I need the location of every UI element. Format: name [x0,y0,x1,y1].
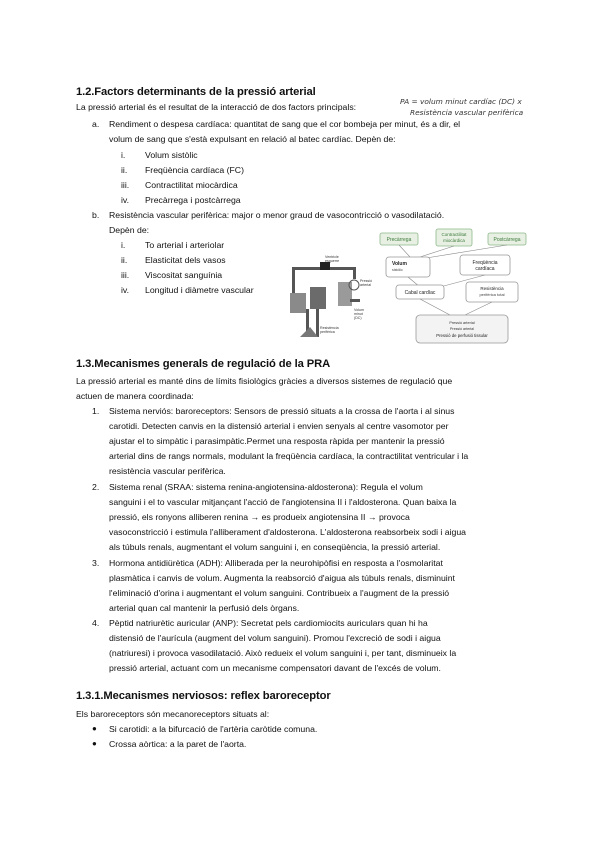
mechanism-line: Sistema nerviós: baroreceptors: Sensors de pressió situats a la crossa de l'aorta i al sinus [109,406,455,416]
box-stroke-volume: Volum [392,261,407,267]
mechanism-marker: 3. [92,558,100,568]
item-a-line2: volum de sang que s'està expulsant en relació al batec cardíac. Depèn de: [109,134,396,144]
bullet-item: Si carotidi: a la bifurcació de l'artèria caròtide comuna. [109,724,318,734]
mechanism-line: Sistema renal (SRAA: sistema renina-angiotensina-aldosterona): Regula el volum [109,482,423,492]
volume-label: (DC) [354,316,362,320]
box-contractility: Contractilitat [441,232,467,237]
box-heart-rate: cardíaca [475,266,495,272]
resistance-label: perifèrica [320,330,335,334]
box-resistance: perifèrica total [479,292,505,297]
box-heart-rate: Freqüència [472,260,498,266]
a-sub-marker: ii. [121,165,128,175]
mechanism-line: ajustar el to simpàtic i parasimpàtic.Permet una resposta ràpida per mantenir la pressió [109,436,445,446]
mechanism-line: arterial quan cal mantenir la perfusió dels òrgans. [109,603,300,613]
blood-pressure-figure [280,227,528,345]
box-arterial-pressure: Pressió arterial [449,321,475,325]
mechanism-line: Hormona antidiürètica (ADH): Alliberada per la neurohipòfisi en resposta a l'osmolaritat [109,558,443,568]
mechanism-line: pressió, els ronyons alliberen renina → es produeix angiotensina II → provoca [109,512,410,522]
a-sub-item: Contractilitat miocàrdica [145,180,238,190]
a-sub-marker: iv. [121,195,130,205]
mechanism-line: vasoconstricció i estimula l'alliberament d'aldosterona. L'aldosterona reabsorbeix sodi i aigua [109,527,467,537]
b-sub-marker: iv. [121,285,130,295]
b-sub-item: To arterial i arteriolar [145,240,225,250]
section-1-3-1-intro: Els baroreceptors són mecanoreceptors situats al: [76,709,270,719]
item-a-line1: Rendiment o despesa cardíaca: quantitat de sang que el cor bombeja per minut, és a dir, el [109,119,461,129]
box-arterial-pressure: Pressió arterial [450,327,474,331]
box-stroke-volume: sistòlic [392,268,403,272]
section-1-3-intro-line2: actuen de manera coordinada: [76,391,194,401]
box-resistance: Resistència [480,286,504,291]
mechanism-line: (natriuresi) i provoca vasodilatació. Això redueix el volum sanguini i, per tant, disminueix la [109,648,457,658]
handwritten-note-line1: PA = volum minut cardíac (DC) x [400,97,522,106]
a-sub-item: Volum sistòlic [145,150,198,160]
bullet-item: Crossa aòrtica: a la paret de l'aorta. [109,739,247,749]
box-perfusion-pressure: Pressió de perfusió tissular [436,333,488,338]
a-sub-marker: iii. [121,180,130,190]
section-1-2-intro: La pressió arterial és el resultat de la interacció de dos factors principals: [76,102,357,112]
pressure-label: Pressió [360,279,372,283]
box-afterload: Postcàrrega [493,237,521,243]
mechanism-line: sanguini i el to vascular mitjançant l'acció de l'angiotensina II i l'aldosterona. Quan baixa la [109,497,457,507]
item-b-line2: Depèn de: [109,225,150,235]
section-1-3-intro-line1: La pressió arterial es manté dins de límits fisiològics gràcies a diversos sistemes de regulació que [76,376,453,386]
a-sub-item: Precàrrega i postcàrrega [145,195,241,205]
volume-label: Volum [354,308,364,312]
handwritten-note-line2: Resistència vascular perifèrica [410,108,524,117]
mechanism-marker: 2. [92,482,100,492]
b-sub-item: Longitud i diàmetre vascular [145,285,254,295]
mechanism-line: plasmàtica i canvis de volum. Augmenta la reabsorció d'aigua als túbuls renals, disminuint [109,573,455,583]
box-contractility: miocàrdica [443,238,465,243]
mechanism-line: pressió arterial, actuant com un mecanisme compensatori davant de l'excés de volum. [109,663,441,673]
mechanism-line: carotidi. Detecten canvis en la distensió arterial i envien senyals al centre vasomotor per [109,421,449,431]
mechanism-line: distensió de l'aurícula (augment del volum sanguini). Promou l'excreció de sodi i aigua [109,633,441,643]
a-sub-item: Freqüència cardíaca (FC) [145,165,244,175]
pressure-label: arterial [360,283,371,287]
b-sub-marker: i. [121,240,126,250]
b-sub-item: Viscositat sanguínia [145,270,223,280]
b-sub-marker: iii. [121,270,130,280]
flow-diagram [380,229,526,343]
box-preload: Precàrrega [386,237,412,243]
mechanism-line: Pèptid natriurètic auricular (ANP): Secretat pels cardiomiocits auriculars quan hi ha [109,618,428,628]
section-1-2-title: 1.2.Factors determinants de la pressió arterial [76,86,316,98]
item-b-line1: Resistència vascular perifèrica: major o menor graud de vasocontricció o vasodilatació. [109,210,445,220]
section-1-3-1-title: 1.3.1.Mecanismes nerviosos: reflex baroreceptor [76,690,331,702]
mechanism-marker: 1. [92,406,100,416]
bullet-dot: ● [92,739,97,748]
box-cardiac-output: Cabal cardíac [404,290,436,296]
section-1-3-title: 1.3.Mecanismes generals de regulació de la PRA [76,358,331,370]
item-a-marker: a. [92,119,100,129]
mechanism-marker: 4. [92,618,100,628]
bullet-dot: ● [92,724,97,733]
a-sub-marker: i. [121,150,126,160]
volume-label: minut [354,312,363,316]
pump-chamber [310,287,326,309]
item-b-marker: b. [92,210,100,220]
mechanism-line: resistència vascular perifèrica. [109,466,226,476]
mechanism-line: arterial dins de rangs normals, modulant la freqüència cardíaca, la contractilitat ventricular i la [109,451,469,461]
resistance-label: Resistència [320,326,339,330]
pump-label: Ventricle [325,255,339,259]
b-sub-item: Elasticitat dels vasos [145,255,226,265]
pump-label: esquerre [325,259,340,263]
mechanism-line: als túbuls renals, augmentant el volum sanguini i, en conseqüència, la pressió arterial. [109,542,441,552]
b-sub-marker: ii. [121,255,128,265]
mechanism-line: l'eliminació d'orina i augmentant el volum sanguini. Contribueix a l'augment de la pressió [109,588,450,598]
hydraulic-model-illustration [290,255,372,337]
